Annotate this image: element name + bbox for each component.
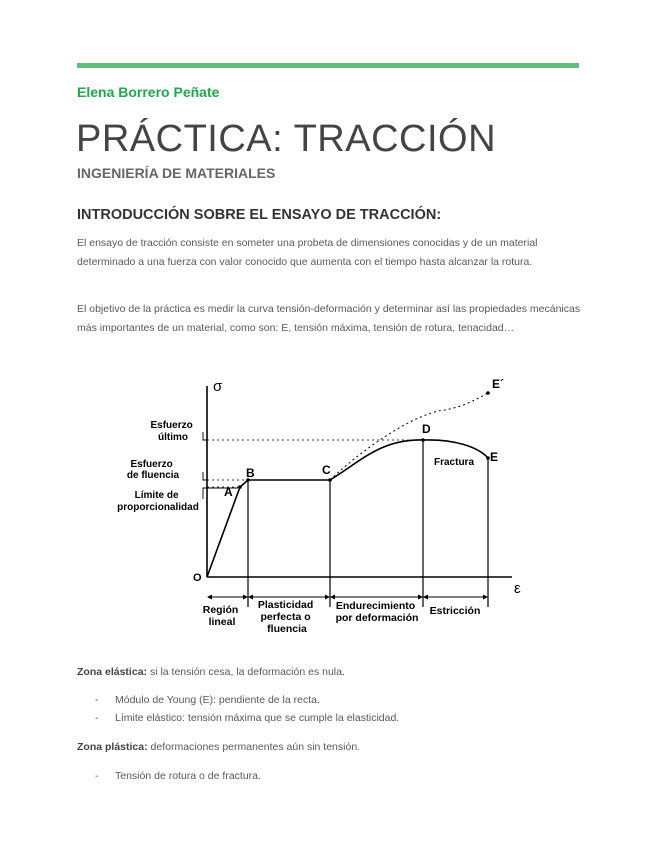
list-item-text: Tensión de rotura o de fractura.	[115, 770, 261, 782]
page-subtitle: INGENIERÍA DE MATERIALES	[77, 165, 276, 181]
ultimate-stress-label: Esfuerzo último	[150, 420, 193, 443]
elastic-zone-note	[77, 666, 345, 678]
list-item	[95, 770, 261, 782]
list-item-text: Módulo de Young (E): pendiente de la recta.	[115, 694, 320, 706]
point-D-label: D	[422, 422, 431, 436]
point-E-label: E	[490, 450, 499, 464]
region-yield-label: Plasticidad perfecta o fluencia	[257, 599, 314, 635]
intro-paragraph-2: El objetivo de la práctica es medir la curva tensión-deformación y determinar así las propiedades mecánicas más importantes de un material, como son: E, tensión máxima, tensión de rotura, tenacidad…	[77, 303, 581, 334]
point-E-prime-label: E´	[492, 377, 504, 391]
plastic-zone-label: Zona plástica:	[77, 741, 148, 753]
yield-stress-label: Esfuerzo de fluencia	[126, 459, 180, 481]
plastic-zone-text: deformaciones permanentes aún sin tensión.	[147, 741, 361, 753]
fracture-label: Fractura	[434, 457, 475, 468]
region-linear-label: Región lineal	[202, 604, 239, 628]
bullet-dash: -	[95, 712, 99, 724]
left-label-arrows	[203, 432, 238, 499]
bullet-dash: -	[95, 694, 99, 706]
region-hardening-label: Endurecimiento por deformación	[335, 600, 419, 624]
list-item	[95, 694, 320, 706]
point-B-label: B	[246, 466, 255, 480]
point-C-label: C	[322, 463, 331, 477]
x-axis-label: ε	[514, 580, 521, 597]
point-A-label: A	[224, 485, 233, 499]
region-necking-label: Estricción	[429, 605, 481, 617]
y-axis-label: σ	[213, 378, 223, 395]
bullet-dash: -	[95, 770, 99, 782]
elastic-zone-text: si la tensión cesa, la deformación es nula.	[147, 666, 345, 678]
elastic-zone-label: Zona elástica:	[77, 666, 148, 678]
list-item-text: Límite elástico: tensión máxima que se cumple la elasticidad.	[115, 712, 400, 724]
list-item	[95, 712, 399, 724]
origin-label: O	[193, 572, 202, 584]
top-accent-rule	[77, 63, 579, 68]
stress-strain-diagram	[100, 372, 540, 642]
plastic-zone-note	[77, 741, 360, 753]
section-heading: INTRODUCCIÓN SOBRE EL ENSAYO DE TRACCIÓN:	[77, 207, 442, 223]
intro-paragraph-1: El ensayo de tracción consiste en someter una probeta de dimensiones conocidas y de un material determinado a una fuerza con valor conocido que aumenta con el tiempo hasta alcanzar la rotura.	[77, 237, 538, 268]
author-name: Elena Borrero Peñate	[77, 84, 220, 100]
page-title: PRÁCTICA: TRACCIÓN	[76, 118, 497, 160]
proportional-limit-label: Límite de proporcionalidad	[117, 490, 199, 513]
